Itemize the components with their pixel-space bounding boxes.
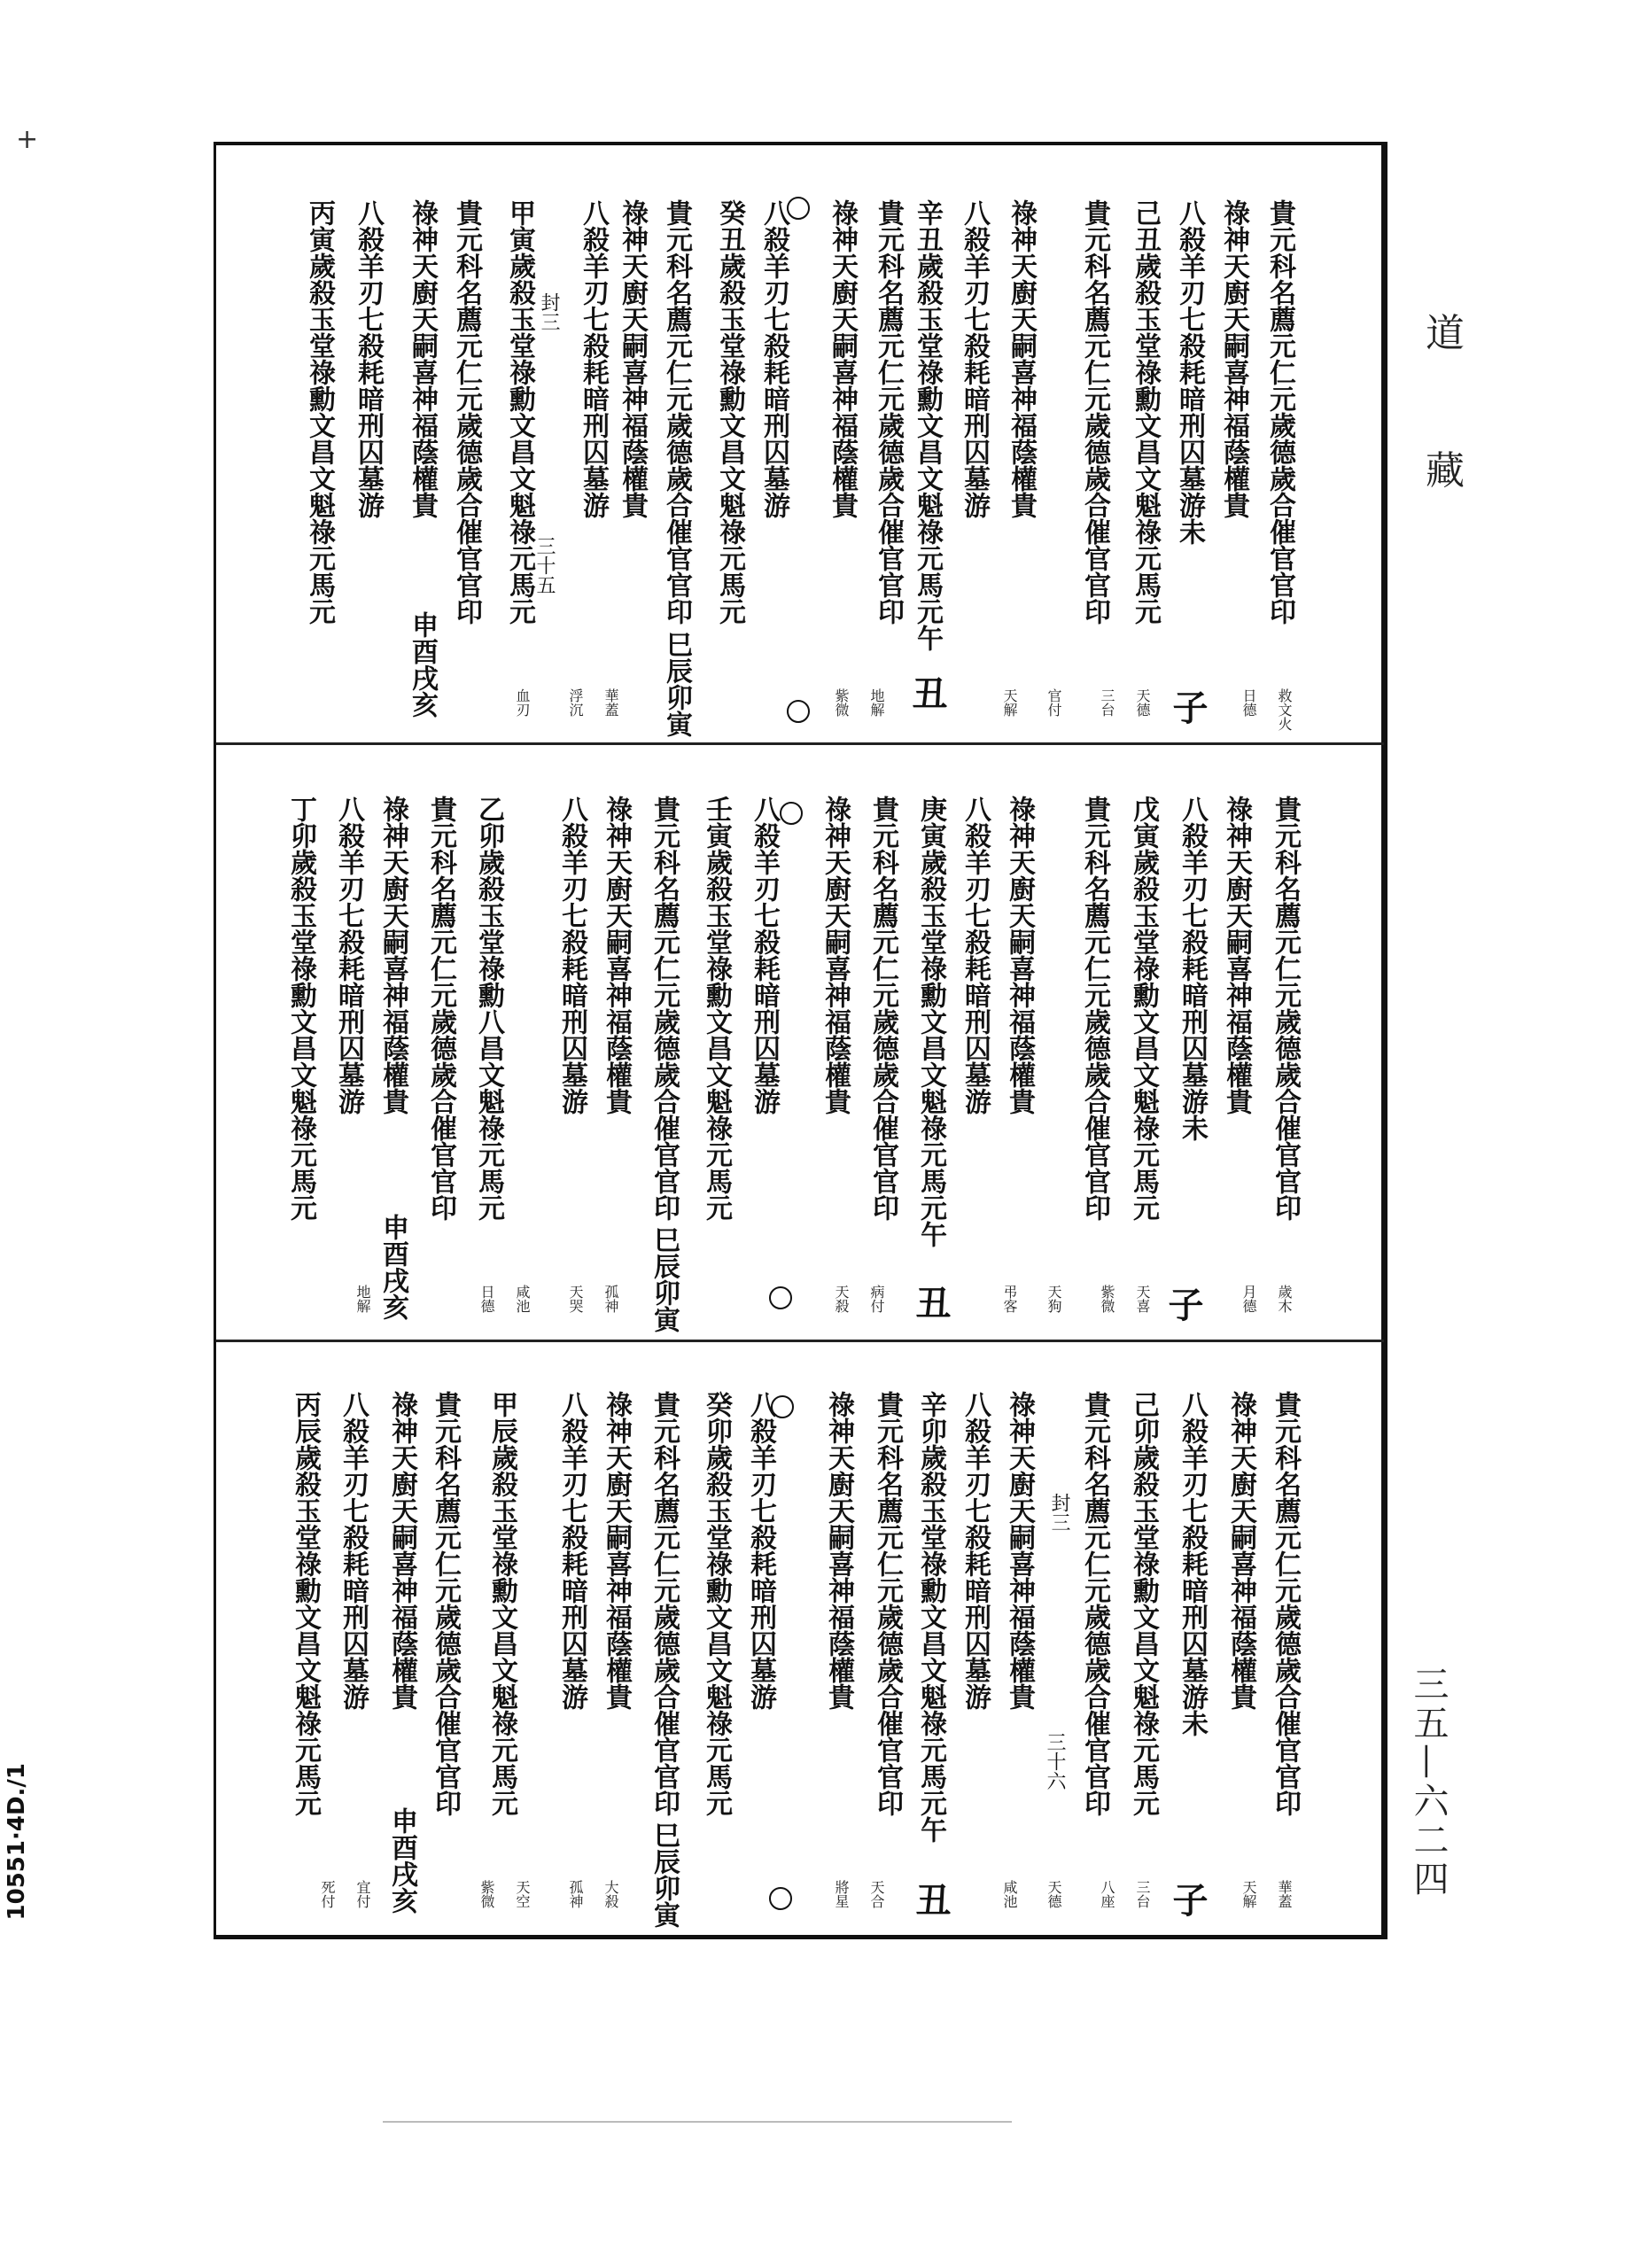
text-column: 甲寅歲殺玉堂祿勳文昌文魁祿元馬元 [504,199,535,625]
text-column: 祿神天廚天嗣喜神福蔭權貴 [1221,796,1252,1115]
annotation-note: 弔客 [1001,1285,1018,1313]
annotation-note: 天哭 [567,1285,584,1313]
text-column: 丙辰歲殺玉堂祿勳文昌文魁祿元馬元 [290,1391,321,1816]
annotation-note: 地解 [354,1285,371,1313]
text-column: 八殺羊刃七殺耗暗刑囚墓游 [556,1391,587,1710]
text-column: 貴元科名薦元仁元歲德歲合催官官印 [451,199,482,625]
text-column: 八殺羊刃七殺耗暗刑囚墓游 [353,199,384,518]
text-column: 祿神天廚天嗣喜神福蔭權貴 [617,199,648,518]
text-column: 八殺羊刃七殺耗暗刑囚墓游 [338,1391,369,1710]
annotation-note: 天德 [1045,1880,1062,1908]
annotation-note: 大殺 [602,1880,619,1908]
annotation-note: 華蓋 [602,688,619,717]
text-column: 八殺羊刃七殺耗暗刑囚墓游未 [1177,796,1208,1141]
circle-mark [787,197,810,220]
text-column: 丁卯歲殺玉堂祿勳文昌文魁祿元馬元 [285,796,316,1221]
panel-divider [216,1340,1384,1342]
text-column: 祿神天廚天嗣喜神福蔭權貴 [407,199,438,518]
branch-label: 丑 [906,675,948,711]
text-column: 祿神天廚天嗣喜神福蔭權貴 [1006,199,1037,518]
text-column: 祿神天廚天嗣喜神福蔭權貴 [601,1391,632,1710]
circle-mark [771,1395,794,1418]
annotation-note: 天喜 [1134,1285,1151,1313]
folio-marker: 封三 [538,292,560,331]
branch-label: 申酉戌亥 [407,611,438,718]
text-column: 八殺羊刃七殺耗暗刑囚墓游 [578,199,609,518]
text-column: 八殺羊刃七殺耗暗刑囚墓游 [745,1391,776,1710]
text-column: 祿神天廚天嗣喜神福蔭權貴 [377,796,408,1115]
text-column: 甲辰歲殺玉堂祿勳文昌文魁祿元馬元 [486,1391,517,1816]
annotation-note: 浮沉 [567,688,584,717]
annotation-note: 天狗 [1045,1285,1062,1313]
text-column: 貴元科名薦元仁元歲德歲合催官官印 [867,796,898,1221]
circle-mark [787,700,810,723]
text-column: 貴元科名薦元仁元歲德歲合催官官印 [1264,199,1295,625]
text-column: 壬寅歲殺玉堂祿勳文昌文魁祿元馬元 [701,796,732,1221]
text-column: 癸卯歲殺玉堂祿勳文昌文魁祿元馬元 [701,1391,732,1816]
branch-label: 巳辰卯寅 [649,1821,680,1928]
text-column: 八殺羊刃七殺耗暗刑囚墓游未 [1177,1391,1208,1736]
annotation-note: 天空 [514,1880,531,1908]
annotation-note: 華蓋 [1276,1880,1293,1908]
branch-label: 丑 [910,1882,952,1917]
text-column: 貴元科名薦元仁元歲德歲合催官官印 [1079,199,1110,625]
annotation-note: 病付 [868,1285,885,1313]
text-column: 八殺羊刃七殺耗暗刑囚墓游未 [1174,199,1205,545]
text-column: 八殺羊刃七殺耗暗刑囚墓游 [758,199,789,518]
page-number: 三五—六二四 [1408,1666,1449,1899]
folio-marker: 三十六 [1044,1732,1066,1790]
collection-title-char: 藏 [1426,448,1465,493]
text-column: 八殺羊刃七殺耗暗刑囚墓游 [959,199,990,518]
text-column: 祿神天廚天嗣喜神福蔭權貴 [1004,1391,1035,1710]
text-column: 貴元科名薦元仁元歲德歲合催官官印 [430,1391,461,1816]
annotation-note: 天解 [1001,688,1018,717]
branch-label: 申酉戌亥 [377,1214,408,1320]
annotation-note: 歲木 [1276,1285,1293,1313]
annotation-note: 日德 [478,1285,495,1313]
text-column: 貴元科名薦元仁元歲德歲合催官官印 [661,199,692,625]
annotation-note: 咸池 [514,1285,531,1313]
text-column: 祿神天廚天嗣喜神福蔭權貴 [820,796,851,1115]
folio-marker: 三十五 [533,536,556,594]
branch-label: 巳辰卯寅 [649,1226,680,1332]
annotation-note: 天合 [868,1880,885,1908]
text-column: 貴元科名薦元仁元歲德歲合催官官印 [872,1391,903,1816]
annotation-note: 日德 [1240,688,1257,717]
text-column: 祿神天廚天嗣喜神福蔭權貴 [827,199,858,518]
branch-label: 巳辰卯寅 [661,631,692,737]
annotation-note: 孤神 [602,1285,619,1313]
annotation-note: 紫微 [1099,1285,1115,1313]
text-column: 祿神天廚天嗣喜神福蔭權貴 [1004,796,1035,1115]
circle-mark [769,1887,792,1910]
annotation-note: 天德 [1134,688,1151,717]
text-column: 貴元科名薦元仁元歲德歲合催官官印 [873,199,904,625]
annotation-note: 將星 [833,1880,850,1908]
text-column: 貴元科名薦元仁元歲德歲合催官官印 [649,1391,680,1816]
text-column: 貴元科名薦元仁元歲德歲合催官官印 [1079,796,1110,1221]
annotation-note: 天殺 [833,1285,850,1313]
annotation-note: 八座 [1099,1880,1115,1908]
annotation-note: 孤神 [567,1880,584,1908]
text-column: 貴元科名薦元仁元歲德歲合催官官印 [1270,1391,1301,1816]
scan-artifact-line [383,2121,1012,2123]
text-column: 祿神天廚天嗣喜神福蔭權貴 [823,1391,854,1710]
text-column: 貴元科名薦元仁元歲德歲合催官官印 [1270,796,1301,1221]
folio-marker: 封三 [1048,1493,1070,1532]
text-column: 八殺羊刃七殺耗暗刑囚墓游 [960,796,991,1115]
annotation-note: 救文火 [1276,688,1293,731]
annotation-note: 宜付 [354,1880,371,1908]
text-column: 辛卯歲殺玉堂祿勳文昌文魁祿元馬元午 [915,1391,946,1843]
text-column: 祿神天廚天嗣喜神福蔭權貴 [601,796,632,1115]
branch-label: 丑 [910,1285,952,1320]
annotation-note: 月德 [1240,1285,1257,1313]
crosshair-mark: + [16,124,39,155]
scan-code: 10551·4D./1 [4,1763,30,1921]
annotation-note: 咸池 [1001,1880,1018,1908]
text-column: 八殺羊刃七殺耗暗刑囚墓游 [333,796,364,1115]
text-column: 己卯歲殺玉堂祿勳文昌文魁祿元馬元 [1128,1391,1159,1816]
annotation-note: 官付 [1045,688,1062,717]
text-column: 戊寅歲殺玉堂祿勳文昌文魁祿元馬元 [1128,796,1159,1221]
annotation-note: 三台 [1099,688,1115,717]
branch-label: 申酉戌亥 [386,1807,417,1914]
text-column: 丙寅歲殺玉堂祿勳文昌文魁祿元馬元 [304,199,335,625]
circle-mark [769,1286,792,1309]
text-column: 癸丑歲殺玉堂祿勳文昌文魁祿元馬元 [714,199,745,625]
text-column: 貴元科名薦元仁元歲德歲合催官官印 [425,796,456,1221]
collection-title-char: 道 [1426,311,1465,356]
panel-divider [216,742,1384,745]
annotation-note: 紫微 [478,1880,495,1908]
branch-label: 子 [1162,1286,1204,1322]
branch-label: 子 [1167,689,1209,725]
text-column: 貴元科名薦元仁元歲德歲合催官官印 [1079,1391,1110,1816]
text-column: 八殺羊刃七殺耗暗刑囚墓游 [960,1391,991,1710]
annotation-note: 紫微 [833,688,850,717]
text-column: 祿神天廚天嗣喜神福蔭權貴 [1225,1391,1256,1710]
text-column: 乙卯歲殺玉堂祿勳八昌文魁祿元馬元 [473,796,504,1221]
text-column: 祿神天廚天嗣喜神福蔭權貴 [386,1391,417,1710]
text-column: 庚寅歲殺玉堂祿勳文昌文魁祿元馬元午 [915,796,946,1247]
annotation-note: 地解 [868,688,885,717]
annotation-note: 死付 [319,1880,336,1908]
text-column: 八殺羊刃七殺耗暗刑囚墓游 [749,796,780,1115]
text-column: 八殺羊刃七殺耗暗刑囚墓游 [556,796,587,1115]
text-column: 辛丑歲殺玉堂祿勳文昌文魁祿元馬元午 [912,199,943,651]
annotation-note: 天解 [1240,1880,1257,1908]
text-column: 祿神天廚天嗣喜神福蔭權貴 [1218,199,1249,518]
text-column: 己丑歲殺玉堂祿勳文昌文魁祿元馬元 [1130,199,1161,625]
branch-label: 子 [1167,1882,1209,1917]
circle-mark [780,802,803,825]
annotation-note: 血刃 [514,688,531,717]
text-column: 貴元科名薦元仁元歲德歲合催官官印 [649,796,680,1221]
annotation-note: 三台 [1134,1880,1151,1908]
